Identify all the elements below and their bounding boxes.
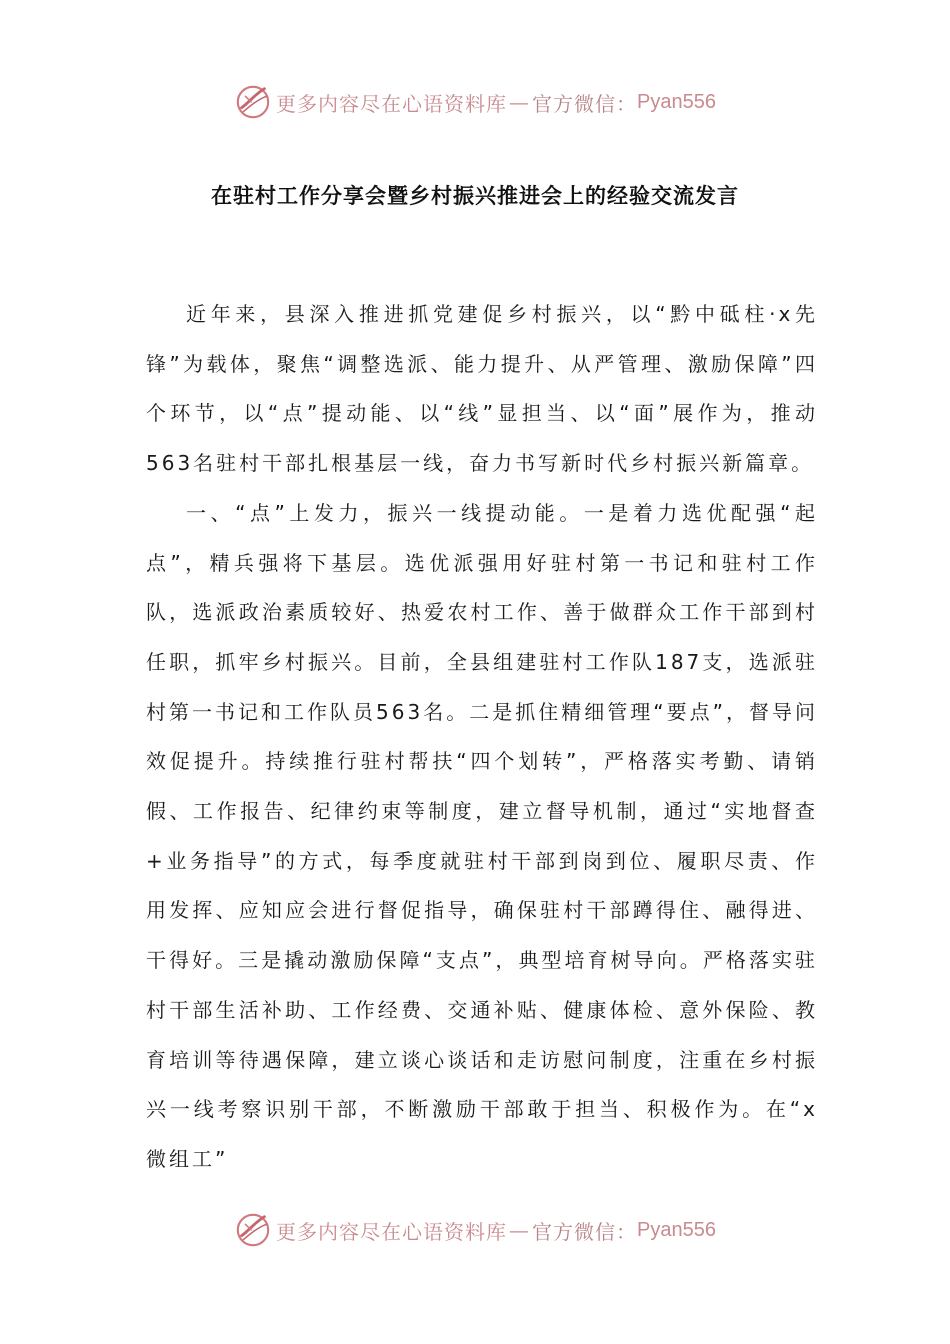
pen-ribbon-logo-icon: [234, 83, 272, 121]
banner-dash: —: [509, 90, 531, 114]
banner-wechat-label: 官方微信：: [532, 1219, 638, 1244]
document-title: 在驻村工作分享会暨乡村振兴推进会上的经验交流发言: [211, 184, 739, 208]
paragraph-intro: 近年来，县深入推进抓党建促乡村振兴，以“黔中砥柱·x先锋”为载体，聚焦“调整选派、能力提升、从严管理、激励保障”四个环节，以“点”提动能、以“线”显担当、以“面”展作为，推动563名驻村干部扎根基层一线，奋力书写新时代乡村振兴新篇章。: [146, 302, 818, 476]
banner-main-text: 更多内容尽在心语资料库: [276, 91, 508, 116]
banner-wechat-label: 官方微信：: [532, 91, 638, 116]
banner-main-text: 更多内容尽在心语资料库: [276, 1219, 508, 1244]
banner-wechat-id: Pyan556: [637, 1218, 716, 1241]
paragraph-section-one: 一、“点”上发力，振兴一线提动能。一是着力选优配强“起点”，精兵强将下基层。选优派强用好驻村第一书记和驻村工作队，选派政治素质较好、热爱农村工作、善于做群众工作干部到村任职，抓牢乡村振兴。目前，全县组建驻村工作队187支，选派驻村第一书记和工作队员563名。二是抓住精细管理“要点”，督导问效促提升。持续推行驻村帮扶“四个划转”，严格落实考勤、请销假、工作报告、纪律约束等制度，建立督导机制，通过“实地督查+业务指导”的方式，每季度就驻村干部到岗到位、履职尽责、作用发挥、应知应会进行督促指导，确保驻村干部蹲得住、融得进、干得好。三是撬动激励保障“支点”，典型培育树导向。严格落实驻村干部生活补助、工作经费、交通补贴、健康体检、意外保险、教育培训等待遇保障，建立谈心谈话和走访慰问制度，注重在乡村振兴一线考察识别干部，不断激励干部敢于担当、积极作为。在“x微组工”: [146, 500, 818, 1171]
banner-wechat-id: Pyan556: [637, 90, 716, 113]
pen-ribbon-logo-icon: [234, 1211, 272, 1249]
banner-dash: —: [509, 1218, 531, 1242]
header-watermark-banner: [0, 82, 950, 122]
document-body: [146, 290, 818, 1185]
footer-watermark-banner: [0, 1210, 950, 1250]
